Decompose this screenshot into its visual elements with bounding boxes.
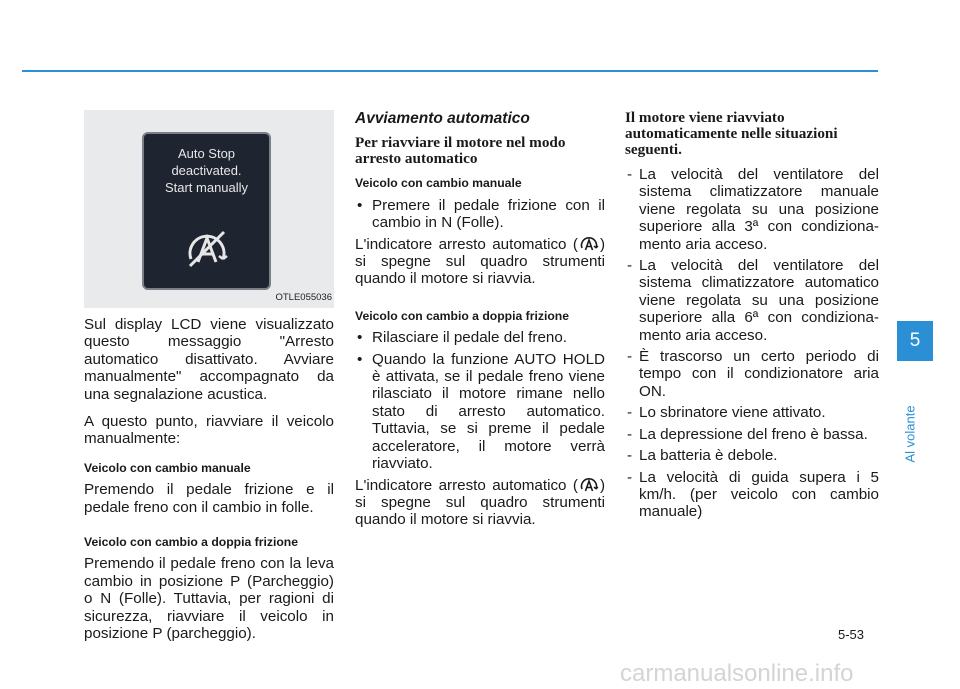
dct-paragraph: Premendo il pedale freno con la leva cambio in posizione P (Parcheggio) o N (Folle). Tuttavia, per ragioni di sicurezza, riavviare il veicolo in posizione P (parcheggio).	[84, 555, 334, 643]
list-item: • Quando la funzione AUTO HOLD è attivata, se il pedale freno viene rilasciato il motore rimane nello stato di arresto automatico. Tuttavia, se si preme il pedale acceleratore, il motore verrà riavviato.	[355, 351, 605, 473]
auto-stop-off-icon	[182, 226, 232, 272]
list-item: - La depressione del freno è bassa.	[625, 426, 879, 443]
lcd-line-1: Auto Stop	[177, 146, 236, 161]
indicator-prefix: L'indicatore arresto automatico (	[355, 476, 578, 494]
auto-stop-indicator-icon	[579, 236, 599, 252]
indicator-paragraph-2	[355, 477, 605, 529]
indicator-prefix: L'indicatore arresto automatico (	[355, 235, 578, 253]
dct-heading: Veicolo con cambio a doppia frizione	[84, 535, 298, 550]
dct-heading-2: Veicolo con cambio a doppia frizione	[355, 308, 569, 323]
lcd-line-3: Start manually	[164, 180, 249, 195]
chapter-tab: 5	[897, 321, 933, 361]
lcd-figure	[84, 110, 334, 308]
manual-bullet-list	[355, 197, 605, 232]
manual-paragraph: Premendo il pedale frizione e il pedale freno con il cambio in folle.	[84, 481, 334, 516]
list-item: • Premere il pedale frizione con il cambio in N (Folle).	[355, 197, 605, 232]
lcd-display	[142, 132, 271, 290]
column-1	[84, 110, 334, 643]
list-item: • Rilasciare il pedale del freno.	[355, 329, 605, 346]
lcd-line-2: deactivated.	[171, 163, 242, 178]
list-item: - Lo sbrinatore viene attivato.	[625, 404, 879, 421]
list-item: - La velocità del ventilatore del sistema climatizzatore manuale viene regolata su una posizione superiore alla 3ª con condiziona- mento aria acceso.	[625, 166, 879, 253]
manual-heading: Veicolo con cambio manuale	[84, 460, 251, 475]
manual-heading-2: Veicolo con cambio manuale	[355, 176, 522, 191]
indicator-paragraph-1	[355, 236, 605, 288]
list-item: - La batteria è debole.	[625, 447, 879, 464]
indicator-suffix: ) si spegne sul quadro strumenti quando il motore si riavvia.	[355, 476, 605, 529]
figure-code: OTLE055036	[275, 291, 332, 303]
watermark: carmanualsonline.info	[620, 660, 854, 687]
chapter-label: Al volante	[902, 405, 918, 463]
dct-bullet-list	[355, 329, 605, 472]
list-item: - È trascorso un certo periodo di tempo con il condizionatore aria ON.	[625, 348, 879, 400]
page-number: 5-53	[838, 627, 865, 642]
column-3	[625, 110, 879, 525]
auto-stop-indicator-icon	[579, 477, 599, 493]
section-subtitle: Per riavviare il motore nel modo arresto automatico	[355, 134, 566, 168]
restart-conditions-title: Il motore viene riavviato automaticamente nelle situazioni seguenti.	[625, 109, 838, 158]
column-2	[355, 110, 605, 529]
indicator-suffix: ) si spegne sul quadro strumenti quando il motore si riavvia.	[355, 235, 605, 288]
restart-paragraph: A questo punto, riavviare il veicolo manualmente:	[84, 413, 334, 448]
lcd-message	[144, 145, 269, 196]
list-item: - La velocità di guida supera i 5 km/h. (per veicolo con cambio manuale)	[625, 469, 879, 521]
list-item: - La velocità del ventilatore del sistema climatizzatore automatico viene regolata su una posizione superiore alla 6ª con condiziona- mento aria acceso.	[625, 257, 879, 344]
restart-conditions-list	[625, 166, 879, 521]
intro-paragraph: Sul display LCD viene visualizzato questo messaggio "Arresto automatico disattivato. Avviare manualmente" accompagnato da una segnalazione acustica.	[84, 316, 334, 403]
section-title: Avviamento automatico	[355, 110, 530, 127]
header-rule	[22, 70, 878, 72]
